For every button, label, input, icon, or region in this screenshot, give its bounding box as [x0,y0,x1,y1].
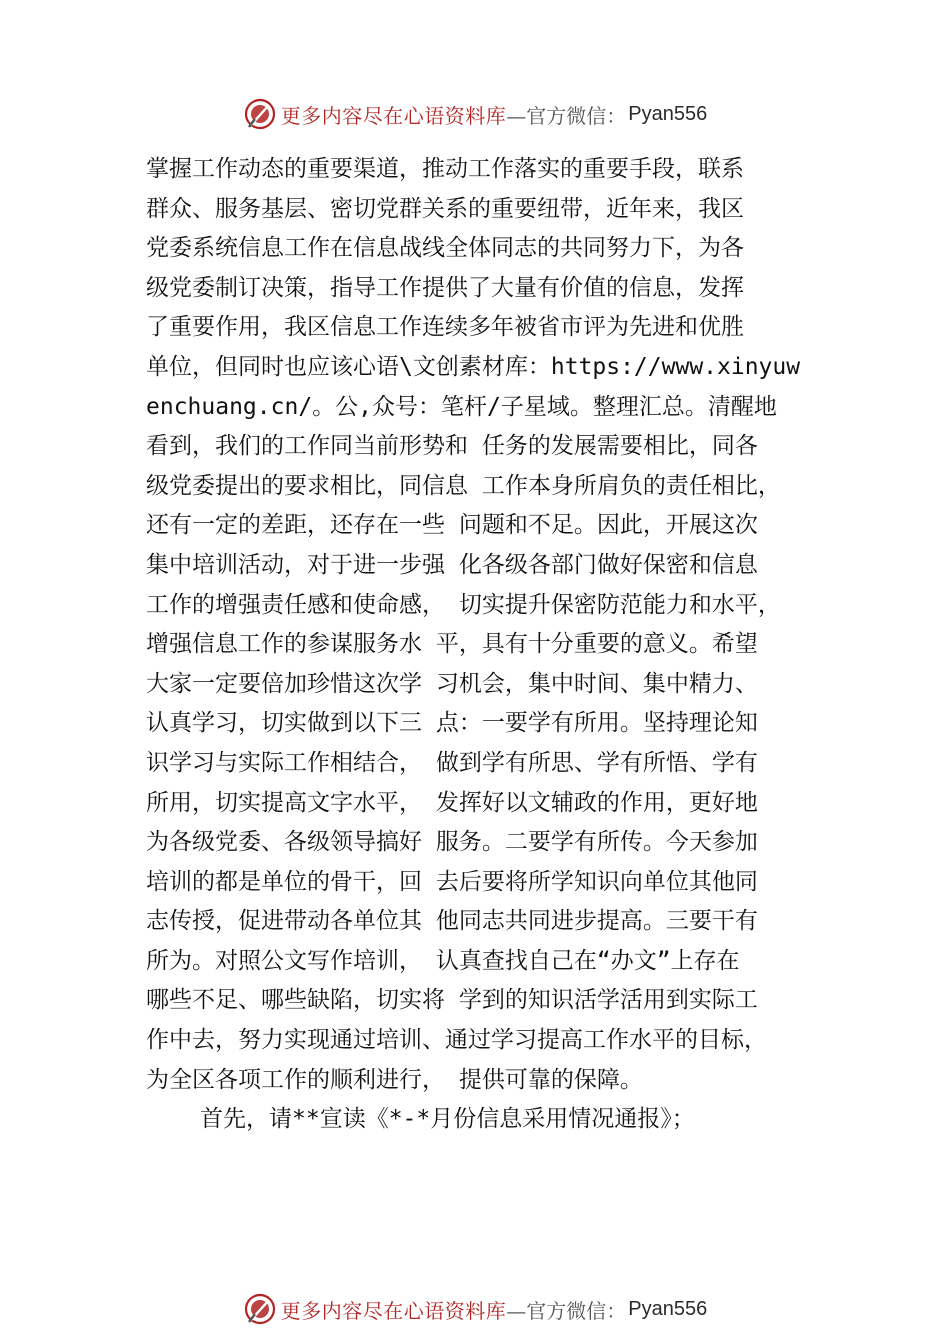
document-line: 集中培训活动，对于进一步强 化各级各部门做好保密和信息 [146,551,758,578]
pen-logo-icon [243,1292,277,1326]
document-line: 志传授，促进带动各单位其 他同志共同进步提高。三要干有 [146,908,758,935]
document-line: 了重要作用，我区信息工作连续多年被省市评为先进和优胜 [146,314,744,341]
document-line: 单位，但同时也应该心语\文创素材库：https://www.xinyuw [146,353,801,380]
document-line: 群众、服务基层、密切党群关系的重要纽带，近年来，我区 [146,195,744,222]
document-line: 作中去，努力实现通过培训、通过学习提高工作水平的目标， [146,1027,767,1054]
footer-watermark [0,1289,950,1329]
pen-logo-icon [243,97,277,131]
document-line: 所用，切实提高文字水平， 发挥好以文辅政的作用，更好地 [146,789,758,816]
document-line: enchuang.cn/。公,众号：笔杆/子星域。整理汇总。清醒地 [146,393,777,420]
document-line: 识学习与实际工作相结合， 做到学有所思、学有所悟、学有 [146,749,758,776]
document-line: 培训的都是单位的骨干，回 去后要将所学知识向单位其他同 [146,868,758,895]
document-line: 哪些不足、哪些缺陷，切实将 学到的知识活学活用到实际工 [146,987,758,1014]
document-line: 认真学习，切实做到以下三 点：一要学有所用。坚持理论知 [146,710,758,737]
watermark-wechat-id: Pyan556 [628,102,708,125]
document-line: 看到，我们的工作同当前形势和 任务的发展需要相比，同各 [146,433,758,460]
header-watermark [0,94,950,134]
document-line: 为全区各项工作的顺利进行， 提供可靠的保障。 [146,1066,643,1093]
document-line: 为各级党委、各级领导搞好 服务。二要学有所传。今天参加 [146,829,758,856]
document-line: 还有一定的差距，还存在一些 问题和不足。因此，开展这次 [146,512,758,539]
watermark-separator: —官方微信： [506,103,627,128]
document-line: 掌握工作动态的重要渠道，推动工作落实的重要手段，联系 [146,156,744,182]
closing-line: 首先，请**宣读《*-*月份信息采用情况通报》； [200,1106,695,1133]
document-line: 工作的增强责任感和使命感， 切实提升保密防范能力和水平， [146,591,781,618]
watermark-wechat-id: Pyan556 [628,1297,708,1320]
document-line: 级党委提出的要求相比，同信息 工作本身所肩负的责任相比， [146,472,781,499]
document-body [146,150,836,1140]
document-line: 所为。对照公文写作培训， 认真查找自己在“办文”上存在 [146,947,740,974]
watermark-brand-text: 更多内容尽在心语资料库 [280,103,507,128]
document-line: 大家一定要倍加珍惜这次学 习机会，集中时间、集中精力、 [146,670,758,697]
document-line: 级党委制订决策，指导工作提供了大量有价值的信息，发挥 [146,274,744,301]
watermark-separator: —官方微信： [506,1298,627,1323]
document-line: 增强信息工作的参谋服务水 平，具有十分重要的意义。希望 [146,631,758,658]
document-line: 党委系统信息工作在信息战线全体同志的共同努力下，为各 [146,235,744,262]
watermark-brand-text: 更多内容尽在心语资料库 [280,1298,507,1323]
